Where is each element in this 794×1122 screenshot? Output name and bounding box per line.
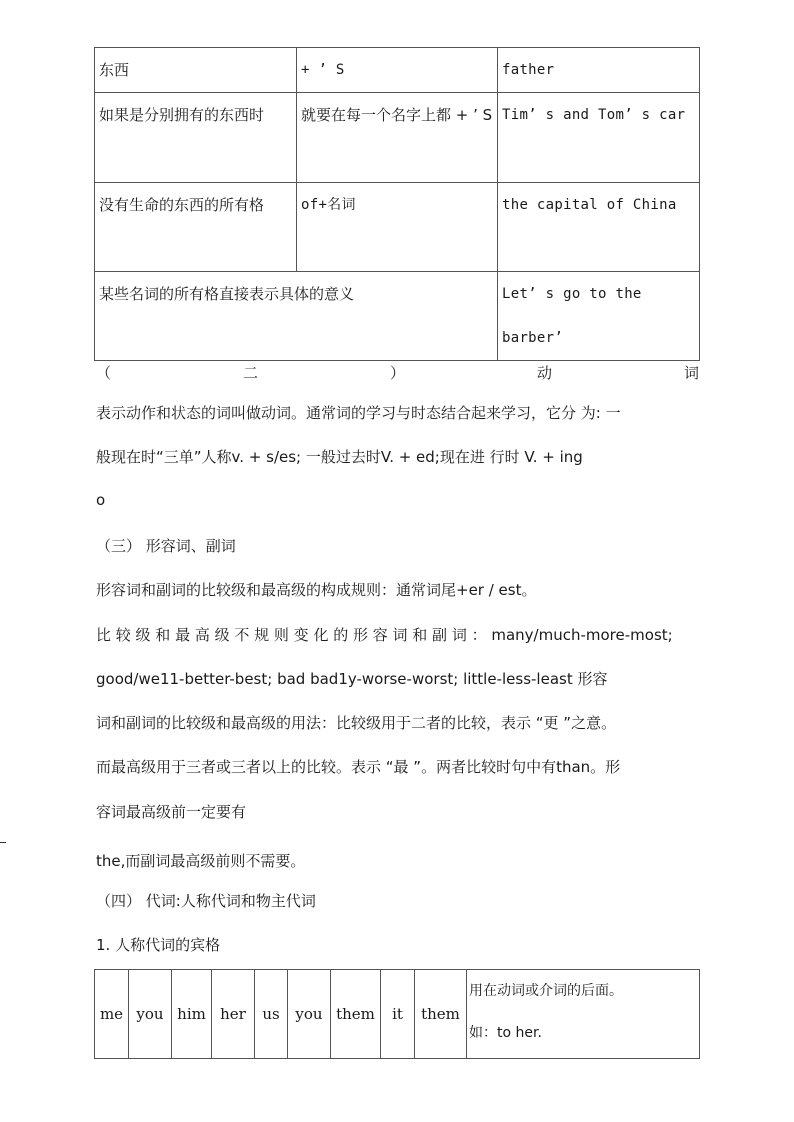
pronoun-cell: it [381, 970, 415, 1059]
margin-mark [0, 842, 6, 843]
table-cell: father [498, 48, 700, 93]
paragraph-line: o [96, 491, 106, 509]
paragraph-line: 形容词和副词的比较级和最高级的构成规则：通常词尾+er / est。 [96, 581, 537, 599]
table-row [95, 93, 700, 183]
heading-part: 动 [536, 364, 552, 382]
table-row [95, 970, 700, 1059]
table-cell: the capital of China [498, 183, 700, 272]
heading-part: 词 [683, 364, 699, 382]
paragraph-line: 而最高级用于三者或三者以上的比较。表示 “最 ”。两者比较时句中有than。形 [96, 758, 621, 776]
subheading: 1. 人称代词的宾格 [96, 936, 221, 954]
table-cell: 没有生命的东西的所有格 [95, 183, 297, 272]
table-row [95, 272, 700, 361]
table-cell: 东西 [95, 48, 297, 93]
pronoun-cell: us [255, 970, 288, 1059]
pronoun-cell: you [129, 970, 172, 1059]
section-heading-adjectives: （三） 形容词、副词 [96, 537, 236, 555]
possessive-rules-table [94, 47, 700, 361]
usage-note-cell [467, 970, 700, 1059]
paragraph-line: 词和副词的比较级和最高级的用法：比较级用于二者的比较，表示 “更 ”之意。 [96, 714, 617, 732]
paragraph-line: 般现在时“三单”人称v. + s/es; 一般过去时V. + ed;现在进 行时 V. + ing [96, 448, 583, 466]
paragraph-line: good/we11-better-best; bad bad1y-worse-worst; little-less-least 形容 [96, 670, 608, 688]
usage-note-line: 用在动词或介词的后面。 [469, 983, 623, 999]
table-cell: 就要在每一个名字上都 + ’ S [297, 93, 498, 183]
pronoun-cell: him [172, 970, 212, 1059]
table-cell: Let’ s go to the barber’ [498, 272, 700, 361]
table-cell: 如果是分别拥有的东西时 [95, 93, 297, 183]
section-heading-verbs [96, 362, 699, 383]
pronoun-cell: you [288, 970, 331, 1059]
usage-note-line: 如：to her. [469, 1025, 542, 1041]
pronoun-cell: them [415, 970, 467, 1059]
table-cell: of+名词 [297, 183, 498, 272]
paragraph-line: 比 较 级 和 最 高 级 不 规 则 变 化 的 形 容 词 和 副 词 ： many/much-more-most; [96, 626, 673, 644]
pronoun-cell: them [331, 970, 381, 1059]
table-row [95, 48, 700, 93]
pronoun-cell: me [95, 970, 129, 1059]
section-heading-pronouns: （四） 代词:人称代词和物主代词 [96, 892, 316, 910]
table-cell: Tim’ s and Tom’ s car [498, 93, 700, 183]
heading-part: （ [96, 364, 112, 382]
heading-part: ） [389, 364, 405, 382]
paragraph-line: 容词最高级前一定要有 [96, 803, 247, 821]
table-cell: + ’ S [297, 48, 498, 93]
pronoun-object-table [94, 969, 700, 1059]
pronoun-cell: her [212, 970, 255, 1059]
heading-part: 二 [242, 364, 258, 382]
table-cell: 某些名词的所有格直接表示具体的意义 [95, 272, 498, 361]
paragraph-line: 表示动作和状态的词叫做动词。通常词的学习与时态结合起来学习，它分 为: 一 [96, 404, 621, 422]
table-row [95, 183, 700, 272]
paragraph-line: the,而副词最高级前则不需要。 [96, 852, 306, 870]
